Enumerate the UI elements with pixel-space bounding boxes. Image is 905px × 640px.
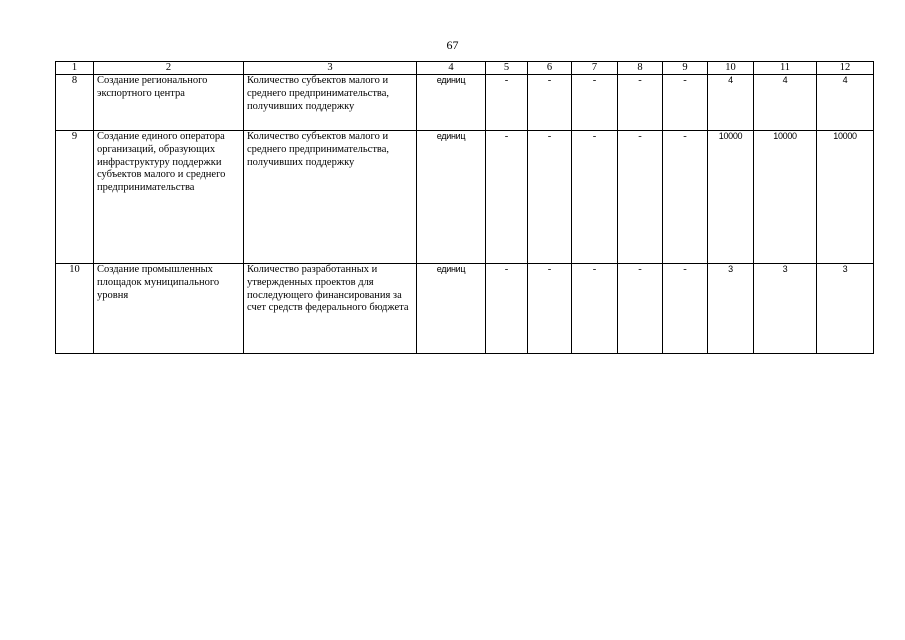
row-cell-11: 3 — [754, 264, 817, 354]
row-cell-10: 3 — [708, 264, 754, 354]
row-cell-6: - — [528, 264, 572, 354]
page-number: 67 — [446, 38, 459, 52]
row-cell-5: - — [486, 264, 528, 354]
header-cell: 5 — [486, 62, 528, 75]
header-cell: 8 — [618, 62, 663, 75]
table-row — [56, 131, 874, 264]
row-cell-6: - — [528, 131, 572, 264]
table-row — [56, 75, 874, 131]
row-cell-7: - — [572, 264, 618, 354]
header-cell: 9 — [663, 62, 708, 75]
row-cell-8: - — [618, 75, 663, 131]
row-cell-11: 10000 — [754, 131, 817, 264]
header-cell: 11 — [754, 62, 817, 75]
header-cell: 6 — [528, 62, 572, 75]
row-number: 10 — [56, 264, 94, 354]
header-cell: 3 — [244, 62, 417, 75]
row-cell-11: 4 — [754, 75, 817, 131]
row-cell-9: - — [663, 131, 708, 264]
row-cell-10: 10000 — [708, 131, 754, 264]
row-cell-9: - — [663, 264, 708, 354]
row-number: 9 — [56, 131, 94, 264]
row-name: Создание промышленных площадок муниципального уровня — [94, 264, 244, 354]
header-cell: 1 — [56, 62, 94, 75]
row-indicator: Количество субъектов малого и среднего предпринимательства, получивших поддержку — [244, 131, 417, 264]
header-cell: 7 — [572, 62, 618, 75]
row-number: 8 — [56, 75, 94, 131]
row-cell-5: - — [486, 131, 528, 264]
row-cell-12: 4 — [817, 75, 874, 131]
row-indicator: Количество разработанных и утвержденных проектов для последующего финансирования за счет средств федерального бюджета — [244, 264, 417, 354]
header-cell: 10 — [708, 62, 754, 75]
header-cell: 2 — [94, 62, 244, 75]
row-name: Создание регионального экспортного центра — [94, 75, 244, 131]
table-header-row — [56, 62, 874, 75]
data-table — [55, 61, 874, 354]
row-cell-6: - — [528, 75, 572, 131]
header-cell: 4 — [417, 62, 486, 75]
row-cell-12: 3 — [817, 264, 874, 354]
row-cell-7: - — [572, 131, 618, 264]
row-indicator: Количество субъектов малого и среднего предпринимательства, получивших поддержку — [244, 75, 417, 131]
row-unit: единиц — [417, 131, 486, 264]
row-cell-9: - — [663, 75, 708, 131]
row-cell-5: - — [486, 75, 528, 131]
row-cell-7: - — [572, 75, 618, 131]
row-cell-12: 10000 — [817, 131, 874, 264]
row-cell-10: 4 — [708, 75, 754, 131]
table-row — [56, 264, 874, 354]
row-unit: единиц — [417, 75, 486, 131]
header-cell: 12 — [817, 62, 874, 75]
row-cell-8: - — [618, 131, 663, 264]
row-unit: единиц — [417, 264, 486, 354]
row-cell-8: - — [618, 264, 663, 354]
row-name: Создание единого оператора организаций, образующих инфраструктуру поддержки субъектов малого и среднего предпринимательства — [94, 131, 244, 264]
